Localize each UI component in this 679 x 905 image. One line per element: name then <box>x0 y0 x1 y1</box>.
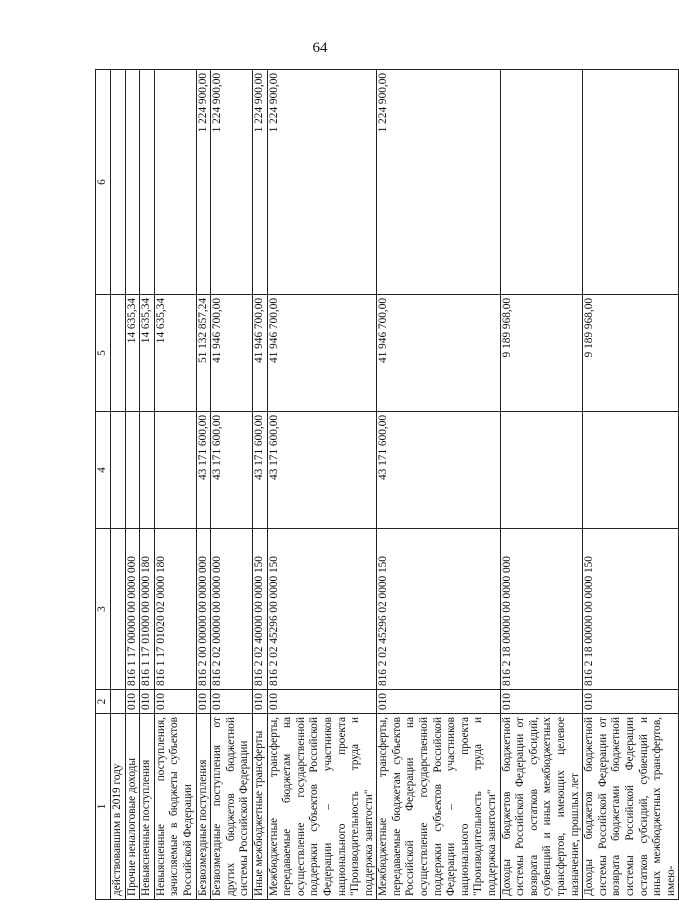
row-name-cell: Иные межбюджетные трансферты <box>252 714 267 900</box>
row-col4-cell <box>583 412 679 529</box>
table-header-row <box>96 70 111 900</box>
row-col5-cell: 41 946 700,00 <box>267 295 377 412</box>
row-kbk-cell: 816 2 02 45296 02 0000 150 <box>377 529 500 690</box>
header-cell-1: 1 <box>96 714 111 900</box>
revenue-table <box>95 69 679 900</box>
row-col6-cell <box>154 70 196 295</box>
row-col4-cell: 43 171 600,00 <box>211 412 253 529</box>
table-row <box>154 70 196 900</box>
row-kbk-cell: 816 2 02 40000 00 0000 150 <box>252 529 267 690</box>
table-row <box>267 70 377 900</box>
row-col5-cell <box>111 295 126 412</box>
row-col5-cell: 9 189 968,00 <box>500 295 583 412</box>
header-cell-6: 6 <box>96 70 111 295</box>
table-row <box>500 70 583 900</box>
row-col4-cell: 43 171 600,00 <box>377 412 500 529</box>
row-col4-cell: 43 171 600,00 <box>252 412 267 529</box>
row-col5-cell: 14 635,34 <box>154 295 196 412</box>
row-name-cell: Безвозмездные поступления <box>196 714 211 900</box>
rotated-page-content <box>95 70 677 900</box>
row-kbk-cell: 816 2 18 00000 00 0000 000 <box>500 529 583 690</box>
row-col5-cell: 41 946 700,00 <box>252 295 267 412</box>
table-row <box>252 70 267 900</box>
row-col6-cell: 1 224 900,00 <box>252 70 267 295</box>
header-cell-3: 3 <box>96 529 111 690</box>
row-name-cell: Доходы бюджетов бюджетной системы Российской Федерации от возврата остатков субсидий, субвенций и иных межбюджетных трансфертов, имеющих целевое назначение, прошлых лет <box>500 714 583 900</box>
header-cell-4: 4 <box>96 412 111 529</box>
row-kbk-cell: 816 1 17 01000 00 0000 180 <box>140 529 155 690</box>
table-row <box>583 70 679 900</box>
row-kbk-cell: 816 2 02 45296 00 0000 150 <box>267 529 377 690</box>
row-col5-cell: 14 635,34 <box>125 295 140 412</box>
row-code-cell: 010 <box>500 690 583 714</box>
row-col6-cell: 1 224 900,00 <box>377 70 500 295</box>
row-col4-cell <box>500 412 583 529</box>
row-code-cell: 010 <box>252 690 267 714</box>
row-col4-cell <box>111 412 126 529</box>
row-col6-cell <box>111 70 126 295</box>
row-col6-cell: 1 224 900,00 <box>211 70 253 295</box>
row-col4-cell <box>154 412 196 529</box>
header-cell-2: 2 <box>96 690 111 714</box>
row-col4-cell: 43 171 600,00 <box>196 412 211 529</box>
row-kbk-cell: 816 2 00 00000 00 0000 000 <box>196 529 211 690</box>
table-row <box>377 70 500 900</box>
row-name-cell: действовавшим в 2019 году <box>111 714 126 900</box>
table-row <box>111 70 126 900</box>
row-code-cell: 010 <box>267 690 377 714</box>
row-kbk-cell: 816 2 02 00000 00 0000 000 <box>211 529 253 690</box>
row-col5-cell: 14 635,34 <box>140 295 155 412</box>
row-kbk-cell: 816 1 17 00000 00 0000 000 <box>125 529 140 690</box>
row-code-cell <box>111 690 126 714</box>
row-code-cell: 010 <box>154 690 196 714</box>
table-row <box>211 70 253 900</box>
row-code-cell: 010 <box>125 690 140 714</box>
row-name-cell: Доходы бюджетов бюджетной системы Российской Федерации от возврата бюджетами бюджетной системы Российской Федерации остатков субсидий, субвенций и иных межбюджетных трансфертов, имею- <box>583 714 679 900</box>
row-col5-cell: 51 132 857,24 <box>196 295 211 412</box>
row-col6-cell <box>500 70 583 295</box>
row-col6-cell: 1 224 900,00 <box>267 70 377 295</box>
row-kbk-cell <box>111 529 126 690</box>
row-col4-cell <box>125 412 140 529</box>
table-row <box>125 70 140 900</box>
row-col6-cell <box>140 70 155 295</box>
table-row <box>196 70 211 900</box>
header-cell-5: 5 <box>96 295 111 412</box>
row-code-cell: 010 <box>196 690 211 714</box>
row-col6-cell: 1 224 900,00 <box>196 70 211 295</box>
row-code-cell: 010 <box>377 690 500 714</box>
row-code-cell: 010 <box>583 690 679 714</box>
row-name-cell: Межбюджетные трансферты, передаваемые бюджетам субъектов Российской Федерации на осуществление государственной поддержки субъектов Российской Федерации – участников национального проекта "Производительность труда и поддержка занятости" <box>377 714 500 900</box>
row-name-cell: Невыясненные поступления <box>140 714 155 900</box>
row-col5-cell: 9 189 968,00 <box>583 295 679 412</box>
row-kbk-cell: 816 2 18 00000 00 0000 150 <box>583 529 679 690</box>
row-col4-cell: 43 171 600,00 <box>267 412 377 529</box>
row-code-cell: 010 <box>140 690 155 714</box>
page-number: 64 <box>312 40 328 56</box>
row-kbk-cell: 816 1 17 01020 02 0000 180 <box>154 529 196 690</box>
row-col6-cell <box>583 70 679 295</box>
row-name-cell: Безвозмездные поступления от других бюджетов бюджетной системы Российской Федерации <box>211 714 253 900</box>
row-code-cell: 010 <box>211 690 253 714</box>
row-col5-cell: 41 946 700,00 <box>377 295 500 412</box>
table-row <box>140 70 155 900</box>
row-name-cell: Межбюджетные трансферты, передаваемые бюджетам на осуществление государственной поддержки субъектов Российской Федерации – участников национального проекта "Производительность труда и поддержка занятости" <box>267 714 377 900</box>
row-name-cell: Невыясненные поступления, зачисляемые в бюджеты субъектов Российской Федерации <box>154 714 196 900</box>
row-col5-cell: 41 946 700,00 <box>211 295 253 412</box>
row-col4-cell <box>140 412 155 529</box>
row-name-cell: Прочие неналоговые доходы <box>125 714 140 900</box>
row-col6-cell <box>125 70 140 295</box>
